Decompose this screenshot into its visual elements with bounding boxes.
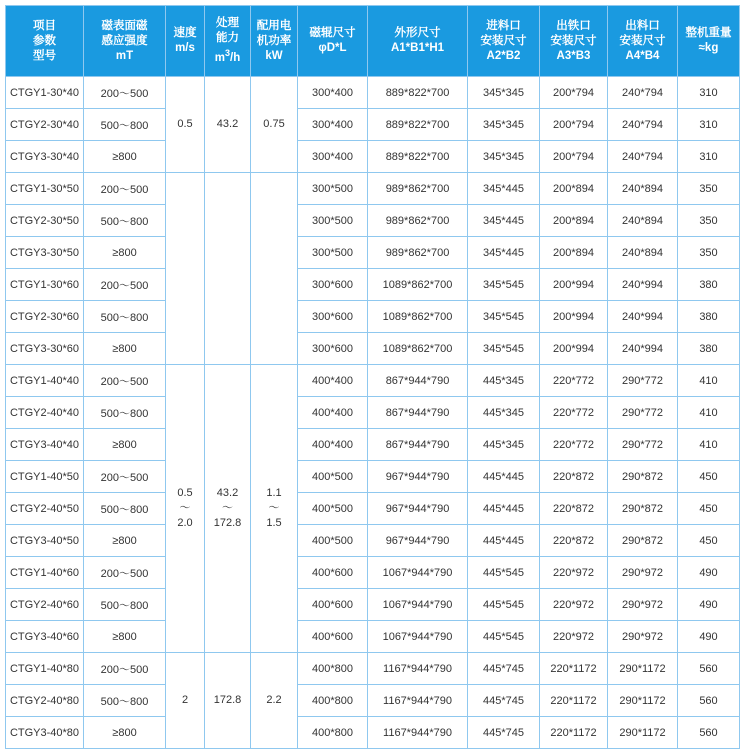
cell-roller-size: 400*500 (298, 493, 368, 525)
header-line: 项目 (33, 19, 56, 32)
cell-iron-outlet-size: 220*972 (540, 589, 608, 621)
cell-inlet-size: 445*445 (468, 525, 540, 557)
cell-model: CTGY2-40*40 (6, 397, 84, 429)
cell-power (251, 173, 298, 365)
table-row (6, 589, 740, 621)
table-row (6, 653, 740, 685)
cell-outlet-size: 290*1172 (608, 653, 678, 685)
column-header-9 (608, 6, 678, 77)
cell-model: CTGY3-40*80 (6, 717, 84, 749)
table-row (6, 237, 740, 269)
cell-outer-size: 967*944*790 (368, 493, 468, 525)
cell-capacity: 43.2 (205, 77, 251, 173)
header-line: 感应强度 (101, 34, 148, 47)
cell-inlet-size: 345*445 (468, 205, 540, 237)
header-line: 磁辊尺寸 (309, 27, 356, 39)
cell-outer-size: 1167*944*790 (368, 685, 468, 717)
cell-model: CTGY3-30*50 (6, 237, 84, 269)
cell-outlet-size: 290*772 (608, 397, 678, 429)
cell-inlet-size: 445*745 (468, 717, 540, 749)
cell-field-strength: 200～500 (84, 269, 166, 301)
cell-model: CTGY3-30*60 (6, 333, 84, 365)
cell-roller-size: 300*500 (298, 173, 368, 205)
cell-field-strength: 200～500 (84, 557, 166, 589)
cell-roller-size: 300*600 (298, 301, 368, 333)
column-header-3 (205, 6, 251, 77)
cell-speed: 0.5 ～ 2.0 (166, 365, 205, 653)
cell-outer-size: 967*944*790 (368, 525, 468, 557)
cell-weight: 410 (678, 365, 740, 397)
table-row (6, 461, 740, 493)
header-line: 参数 (33, 34, 56, 47)
cell-outlet-size: 290*972 (608, 621, 678, 653)
cell-inlet-size: 445*545 (468, 589, 540, 621)
cell-roller-size: 400*400 (298, 397, 368, 429)
cell-iron-outlet-size: 200*994 (540, 269, 608, 301)
cell-model: CTGY1-40*50 (6, 461, 84, 493)
table-row (6, 269, 740, 301)
cell-weight: 450 (678, 525, 740, 557)
cell-weight: 410 (678, 397, 740, 429)
cell-model: CTGY1-30*50 (6, 173, 84, 205)
cell-outlet-size: 240*794 (608, 109, 678, 141)
cell-roller-size: 300*600 (298, 333, 368, 365)
table-row (6, 109, 740, 141)
cell-iron-outlet-size: 220*972 (540, 621, 608, 653)
table-row (6, 77, 740, 109)
cell-outer-size: 1067*944*790 (368, 589, 468, 621)
cell-outlet-size: 240*894 (608, 237, 678, 269)
table-row (6, 621, 740, 653)
cell-outer-size: 967*944*790 (368, 461, 468, 493)
table-row (6, 333, 740, 365)
header-line: A1*B1*H1 (390, 42, 445, 54)
header-line: 整机重量 (685, 27, 732, 39)
cell-inlet-size: 345*545 (468, 333, 540, 365)
cell-outer-size: 1167*944*790 (368, 717, 468, 749)
cell-field-strength: 500～800 (84, 685, 166, 717)
cell-outlet-size: 240*794 (608, 77, 678, 109)
cell-outer-size: 989*862*700 (368, 173, 468, 205)
cell-roller-size: 300*600 (298, 269, 368, 301)
cell-inlet-size: 345*345 (468, 141, 540, 173)
cell-roller-size: 300*400 (298, 141, 368, 173)
cell-outer-size: 867*944*790 (368, 365, 468, 397)
cell-weight: 350 (678, 205, 740, 237)
cell-roller-size: 400*500 (298, 525, 368, 557)
cell-outlet-size: 240*994 (608, 269, 678, 301)
cell-outer-size: 867*944*790 (368, 397, 468, 429)
cell-outlet-size: 290*1172 (608, 717, 678, 749)
cell-outlet-size: 240*894 (608, 173, 678, 205)
header-line: $m^3/h$ (214, 48, 241, 64)
cell-field-strength: ≥800 (84, 237, 166, 269)
cell-iron-outlet-size: 220*872 (540, 493, 608, 525)
cell-model: CTGY2-40*80 (6, 685, 84, 717)
table-row (6, 525, 740, 557)
cell-field-strength: 500～800 (84, 301, 166, 333)
cell-model: CTGY3-40*60 (6, 621, 84, 653)
cell-inlet-size: 445*445 (468, 461, 540, 493)
table-row (6, 685, 740, 717)
cell-field-strength: 500～800 (84, 589, 166, 621)
cell-iron-outlet-size: 220*872 (540, 461, 608, 493)
table-row (6, 717, 740, 749)
cell-outer-size: 1089*862*700 (368, 333, 468, 365)
cell-model: CTGY2-30*60 (6, 301, 84, 333)
header-line: ≈kg (698, 42, 719, 54)
cell-inlet-size: 445*545 (468, 557, 540, 589)
cell-weight: 380 (678, 269, 740, 301)
header-line: m/s (175, 42, 195, 54)
cell-inlet-size: 445*745 (468, 685, 540, 717)
cell-outlet-size: 240*794 (608, 141, 678, 173)
cell-iron-outlet-size: 200*894 (540, 173, 608, 205)
cell-outlet-size: 290*772 (608, 429, 678, 461)
column-header-10 (678, 6, 740, 77)
cell-roller-size: 400*600 (298, 589, 368, 621)
cell-roller-size: 400*500 (298, 461, 368, 493)
cell-outlet-size: 290*972 (608, 589, 678, 621)
cell-capacity: 43.2 ～ 172.8 (205, 365, 251, 653)
cell-iron-outlet-size: 220*772 (540, 429, 608, 461)
cell-inlet-size: 345*545 (468, 301, 540, 333)
cell-outer-size: 989*862*700 (368, 237, 468, 269)
header-line: 处理 (216, 17, 239, 30)
cell-roller-size: 400*400 (298, 365, 368, 397)
header-row (6, 6, 740, 77)
header-line: 配用电 (256, 19, 292, 32)
cell-weight: 490 (678, 589, 740, 621)
column-header-4 (251, 6, 298, 77)
header-line: 出料口 (625, 19, 660, 32)
cell-field-strength: ≥800 (84, 141, 166, 173)
cell-model: CTGY2-30*50 (6, 205, 84, 237)
header-line: A3*B3 (556, 49, 591, 62)
cell-field-strength: ≥800 (84, 717, 166, 749)
header-line: A2*B2 (486, 49, 521, 62)
cell-outer-size: 1089*862*700 (368, 301, 468, 333)
cell-outlet-size: 290*872 (608, 493, 678, 525)
cell-field-strength: 200～500 (84, 365, 166, 397)
cell-outlet-size: 240*994 (608, 333, 678, 365)
cell-outlet-size: 290*872 (608, 525, 678, 557)
cell-power: 1.1 ～ 1.5 (251, 365, 298, 653)
cell-iron-outlet-size: 220*972 (540, 557, 608, 589)
cell-outer-size: 1089*862*700 (368, 269, 468, 301)
cell-field-strength: ≥800 (84, 525, 166, 557)
cell-iron-outlet-size: 200*794 (540, 109, 608, 141)
cell-outlet-size: 290*1172 (608, 685, 678, 717)
cell-inlet-size: 445*345 (468, 429, 540, 461)
cell-model: CTGY1-40*60 (6, 557, 84, 589)
cell-speed: 0.5 (166, 77, 205, 173)
column-header-6 (368, 6, 468, 77)
cell-iron-outlet-size: 200*994 (540, 333, 608, 365)
cell-roller-size: 300*400 (298, 109, 368, 141)
header-line: 能力 (216, 32, 239, 45)
cell-iron-outlet-size: 200*794 (540, 77, 608, 109)
cell-inlet-size: 345*345 (468, 109, 540, 141)
cell-roller-size: 400*800 (298, 653, 368, 685)
column-header-8 (540, 6, 608, 77)
cell-weight: 490 (678, 557, 740, 589)
cell-outlet-size: 290*972 (608, 557, 678, 589)
header-line: kW (265, 49, 283, 62)
header-line: 安装尺寸 (619, 34, 666, 47)
cell-speed (166, 173, 205, 365)
cell-roller-size: 400*600 (298, 621, 368, 653)
cell-roller-size: 400*600 (298, 557, 368, 589)
column-header-1 (84, 6, 166, 77)
cell-weight: 350 (678, 237, 740, 269)
table-row (6, 205, 740, 237)
cell-iron-outlet-size: 220*772 (540, 365, 608, 397)
cell-iron-outlet-size: 220*872 (540, 525, 608, 557)
header-line: mT (115, 49, 134, 62)
cell-field-strength: 500～800 (84, 397, 166, 429)
table-row (6, 557, 740, 589)
cell-outer-size: 889*822*700 (368, 77, 468, 109)
cell-model: CTGY3-40*50 (6, 525, 84, 557)
cell-iron-outlet-size: 220*1172 (540, 717, 608, 749)
cell-model: CTGY2-40*50 (6, 493, 84, 525)
header-line: 磁表面磁 (101, 19, 148, 32)
table-row (6, 397, 740, 429)
table-row (6, 365, 740, 397)
cell-power: 0.75 (251, 77, 298, 173)
cell-inlet-size: 445*445 (468, 493, 540, 525)
table-row (6, 141, 740, 173)
cell-power: 2.2 (251, 653, 298, 749)
cell-field-strength: 500～800 (84, 109, 166, 141)
cell-capacity: 172.8 (205, 653, 251, 749)
cell-weight: 380 (678, 333, 740, 365)
column-header-7 (468, 6, 540, 77)
cell-inlet-size: 445*345 (468, 397, 540, 429)
column-header-2 (166, 6, 205, 77)
cell-field-strength: 200～500 (84, 461, 166, 493)
cell-iron-outlet-size: 200*894 (540, 205, 608, 237)
header-line: 机功率 (256, 34, 292, 47)
cell-inlet-size: 345*545 (468, 269, 540, 301)
cell-inlet-size: 445*745 (468, 653, 540, 685)
cell-outer-size: 889*822*700 (368, 109, 468, 141)
cell-iron-outlet-size: 220*1172 (540, 685, 608, 717)
cell-model: CTGY2-40*60 (6, 589, 84, 621)
header-line: 速度 (173, 27, 197, 39)
cell-roller-size: 400*800 (298, 717, 368, 749)
cell-outer-size: 1067*944*790 (368, 557, 468, 589)
cell-weight: 310 (678, 77, 740, 109)
cell-weight: 560 (678, 685, 740, 717)
header-line: 出铁口 (556, 19, 591, 32)
header-line: 进料口 (486, 19, 521, 32)
cell-inlet-size: 445*545 (468, 621, 540, 653)
cell-inlet-size: 345*445 (468, 237, 540, 269)
cell-weight: 490 (678, 621, 740, 653)
cell-weight: 450 (678, 493, 740, 525)
cell-field-strength: ≥800 (84, 333, 166, 365)
cell-field-strength: 500～800 (84, 493, 166, 525)
header-line: 外形尺寸 (394, 27, 441, 39)
cell-weight: 560 (678, 653, 740, 685)
cell-iron-outlet-size: 200*994 (540, 301, 608, 333)
cell-field-strength: 200～500 (84, 173, 166, 205)
cell-outer-size: 989*862*700 (368, 205, 468, 237)
cell-iron-outlet-size: 220*772 (540, 397, 608, 429)
cell-field-strength: ≥800 (84, 429, 166, 461)
header-line: A4*B4 (625, 49, 660, 62)
header-line: 安装尺寸 (550, 34, 597, 47)
cell-roller-size: 300*400 (298, 77, 368, 109)
cell-speed: 2 (166, 653, 205, 749)
cell-field-strength: 200～500 (84, 77, 166, 109)
cell-field-strength: ≥800 (84, 621, 166, 653)
cell-weight: 560 (678, 717, 740, 749)
cell-model: CTGY3-30*40 (6, 141, 84, 173)
cell-iron-outlet-size: 220*1172 (540, 653, 608, 685)
cell-weight: 310 (678, 141, 740, 173)
cell-iron-outlet-size: 200*794 (540, 141, 608, 173)
cell-roller-size: 400*800 (298, 685, 368, 717)
cell-field-strength: 500～800 (84, 205, 166, 237)
specification-table (5, 5, 740, 749)
cell-capacity (205, 173, 251, 365)
header-line: φD*L (318, 42, 347, 54)
cell-roller-size: 300*500 (298, 237, 368, 269)
cell-field-strength: 200～500 (84, 653, 166, 685)
cell-model: CTGY1-30*60 (6, 269, 84, 301)
table-body (6, 77, 740, 749)
cell-weight: 310 (678, 109, 740, 141)
table-row (6, 429, 740, 461)
cell-outer-size: 1167*944*790 (368, 653, 468, 685)
cell-outer-size: 1067*944*790 (368, 621, 468, 653)
table-row (6, 301, 740, 333)
cell-outlet-size: 290*772 (608, 365, 678, 397)
column-header-0 (6, 6, 84, 77)
cell-roller-size: 300*500 (298, 205, 368, 237)
table-row (6, 493, 740, 525)
header-line: 型号 (33, 49, 56, 62)
cell-weight: 380 (678, 301, 740, 333)
cell-outlet-size: 240*994 (608, 301, 678, 333)
cell-weight: 450 (678, 461, 740, 493)
column-header-5 (298, 6, 368, 77)
table-row (6, 173, 740, 205)
cell-weight: 410 (678, 429, 740, 461)
cell-iron-outlet-size: 200*894 (540, 237, 608, 269)
table-header (6, 6, 740, 77)
cell-roller-size: 400*400 (298, 429, 368, 461)
cell-model: CTGY2-30*40 (6, 109, 84, 141)
cell-weight: 350 (678, 173, 740, 205)
cell-outlet-size: 290*872 (608, 461, 678, 493)
cell-inlet-size: 345*445 (468, 173, 540, 205)
cell-outer-size: 889*822*700 (368, 141, 468, 173)
cell-model: CTGY1-40*40 (6, 365, 84, 397)
cell-model: CTGY1-40*80 (6, 653, 84, 685)
cell-outer-size: 867*944*790 (368, 429, 468, 461)
header-line: 安装尺寸 (480, 34, 527, 47)
cell-inlet-size: 345*345 (468, 77, 540, 109)
cell-outlet-size: 240*894 (608, 205, 678, 237)
cell-inlet-size: 445*345 (468, 365, 540, 397)
cell-model: CTGY1-30*40 (6, 77, 84, 109)
cell-model: CTGY3-40*40 (6, 429, 84, 461)
